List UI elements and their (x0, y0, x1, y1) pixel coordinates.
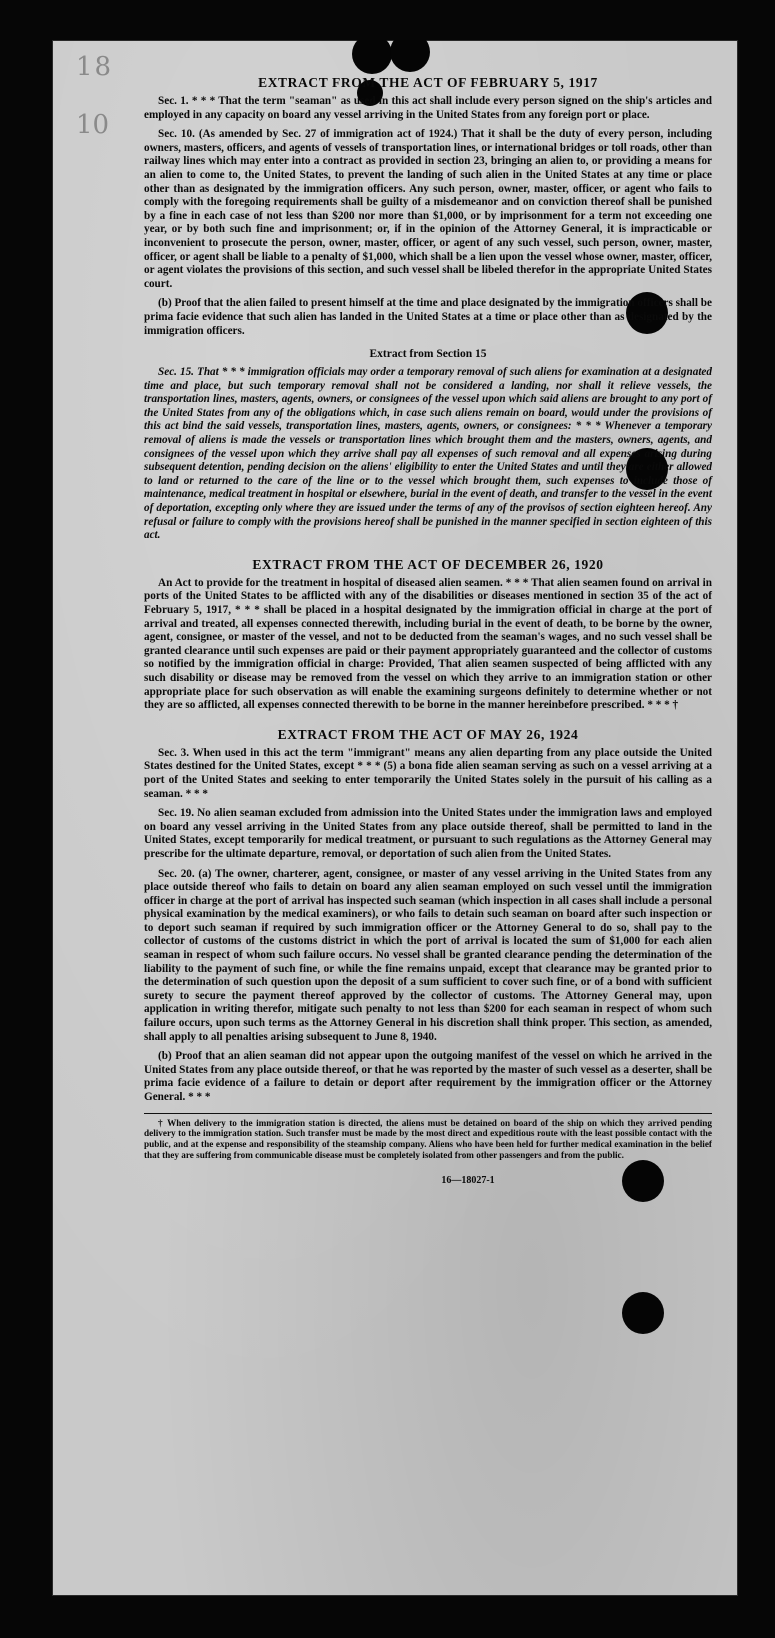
handwritten-mark-lower: 10 (76, 110, 110, 140)
footnote-divider (144, 1113, 712, 1114)
paragraph: (b) Proof that an alien seaman did not appear upon the outgoing manifest of the vessel on which he arrived in the United States from any place outside thereof, or that he was reported by the master of such vessel as a deserter, shall be prima facie evidence of a failure to detain or deport after requirement by the immigration officer or the Attorney General. * * * (144, 1050, 712, 1103)
paragraph: Sec. 3. When used in this act the term "immigrant" means any alien departing from any place outside the United States destined for the United States, except * * * (5) a bona fide alien seaman serving as such on a vessel arriving at a port of the United States and seeking to enter temporarily the United States solely in the pursuit of his calling as a seaman. * * * (144, 746, 712, 800)
document-page (52, 40, 738, 1596)
paragraph: An Act to provide for the treatment in hospital of diseased alien seamen. * * * That alien seamen found on arrival in ports of the United States to be afflicted with any of the disabilities or diseases mentioned in section 35 of the act of February 5, 1917, * * * shall be placed in a hospital designated by the immigration official in charge at the port of arrival and treated, all expenses connected therewith, including burial in the event of death, to be borne by the owner, agent, consignee, or master of the vessel, and not to be deducted from the seaman's wages, and no such vessel shall be granted clearance until such expenses are paid or their payment appropriately guaranteed and the collector of customs so notified by the immigration official in charge: Provided, That alien seamen suspected of being afflicted with any such disability or disease may be removed from the vessel on which they arrive to an immigration station or other appropriate place for such observation as will enable the examining surgeons definitely to determine whether or not they are so afflicted, all expenses connected therewith to be borne in the manner hereinbefore prescribed. * * * † (144, 576, 712, 712)
section-subheading: Extract from Section 15 (369, 348, 487, 361)
document-body (144, 75, 712, 1186)
paragraph: Sec. 1. * * * That the term "seaman" as used in this act shall include every person signed on the ship's articles and employed in any capacity on board any vessel arriving in the United States from any foreign port or place. (144, 95, 712, 121)
paragraph: Sec. 19. No alien seaman excluded from admission into the United States under the immigration laws and employed on board any vessel arriving in the United States from any place outside thereof, shall be permitted to land in the United States, except temporarily for medical treatment, or pursuant to such regulations as the Attorney General may prescribe for the ultimate departure, removal, or deportation of such alien from the United States. (144, 807, 712, 860)
footnote: † When delivery to the immigration station is directed, the aliens must be detained on board of the ship on which they arrived pending delivery to the immigration station. Such transfer must be made by the most direct and expeditious route with the least possible contact with the public, and at the expense and responsibility of the steamship company. Aliens who have been held for further medical examination in the belief that they are suffering from communicable disease must be completely isolated from other passengers and from the public. (144, 1117, 712, 1160)
paragraph: Sec. 15. That * * * immigration officials may order a temporary removal of such aliens for examination at a designated time and place, but such temporary removal shall not be considered a landing, nor shall it relieve vessels, the transportation lines, masters, agents, owners, or consignees of the vessel upon which said aliens are brought to any port of the United States from any of the obligations which, in case such aliens remain on board, would under the provisions of this act bind the said vessels, transportation lines, masters, agents, owners, or consignees: * * * Whenever a temporary removal of aliens is made the vessels or transportation lines which brought them and the masters, owners, agents, and consignees of the vessel upon which they arrive shall pay all expenses of such removal and all expenses arising during subsequent detention, pending decision on the aliens' eligibility to enter the United States and until they are either allowed to land or returned to the care of the line or to the vessel which brought them, such expenses to include those of maintenance, medical treatment in hospital or elsewhere, burial in the event of death, and transfer to the vessel in the event of deportation, excepting only where they are issued under the terms of any of the provisos of section eighteen hereof. Any refusal or failure to comply with the provisions hereof shall be punished in the manner specified in section eighteen of this act. (144, 366, 712, 542)
section-heading: EXTRACT FROM THE ACT OF DECEMBER 26, 1920 (252, 556, 604, 572)
section-heading: EXTRACT FROM THE ACT OF FEBRUARY 5, 1917 (258, 75, 598, 90)
paragraph: (b) Proof that the alien failed to present himself at the time and place designated by the immigration officers shall be prima facie evidence that such alien has landed in the United States at a time or place other than as designated by the immigration officers. (144, 297, 712, 337)
section-heading: EXTRACT FROM THE ACT OF MAY 26, 1924 (277, 726, 579, 742)
handwritten-mark-top: 18 (76, 52, 114, 82)
punch-hole-top-2 (390, 40, 430, 72)
punch-hole-top-1 (352, 40, 392, 74)
paragraph: Sec. 10. (As amended by Sec. 27 of immigration act of 1924.) That it shall be the duty of every person, including owners, masters, officers, and agents of vessels of transportation lines, or international bridges or toll roads, other than railway lines which may enter into a contract as provided in section 23, bringing an alien to, or providing a means for an alien to come to, the United States, to prevent the landing of such alien in the United States at any time or place other than as designated by the immigration officers. Any such person, owner, master, officer, or agent who fails to comply with the foregoing requirements shall be guilty of a misdemeanor and on conviction thereof shall be punished by a fine in each case of not less than $200 nor more than $1,000, or by imprisonment for a term not exceeding one year, or by both such fine and imprisonment; or, if in the opinion of the Attorney General, it is impracticable or inconvenient to prosecute the person, owner, master, officer, or agent of any such vessel, such person, owner, master, officer, or agent shall be liable to a penalty of $1,000, which shall be a lien upon the vessel whose owner, master, officer, or agent violates the provisions of this section, and such vessel shall be libeled therefor in the appropriate United States court. (144, 128, 712, 290)
paragraph: Sec. 20. (a) The owner, charterer, agent, consignee, or master of any vessel arriving in the United States from any place outside thereof who fails to detain on board any alien seaman employed on such vessel until the immigration officer in charge at the port of arrival has inspected such seaman (which inspection in all cases shall include a personal physical examination by the medical examiners), or who fails to detain such seaman on board after such inspection or to deport such seaman if required by such immigration officer or the Attorney General to do so, shall pay to the collector of customs of the customs district in which the port of arrival is located the sum of $1,000 for each alien seaman in respect of whom such failure occurs. No vessel shall be granted clearance pending the determination of the liability to the payment of such fine, or while the fine remains unpaid, except that clearance may be granted prior to the determination of such question upon the deposit of a sum sufficient to cover such fine, or of a bond with sufficient surety to secure the payment thereof approved by the collector of customs. The Attorney General may, upon application in writing therefor, mitigate such penalty to not less than $200 for each seaman in respect of whom such failure occurs, upon such terms as the Attorney General in his discretion shall think proper. This section, as amended, shall apply to all penalties arising subsequent to June 8, 1940. (144, 867, 712, 1043)
punch-hole-right-4 (622, 1292, 664, 1334)
form-number: 16—18027-1 (441, 1174, 495, 1186)
